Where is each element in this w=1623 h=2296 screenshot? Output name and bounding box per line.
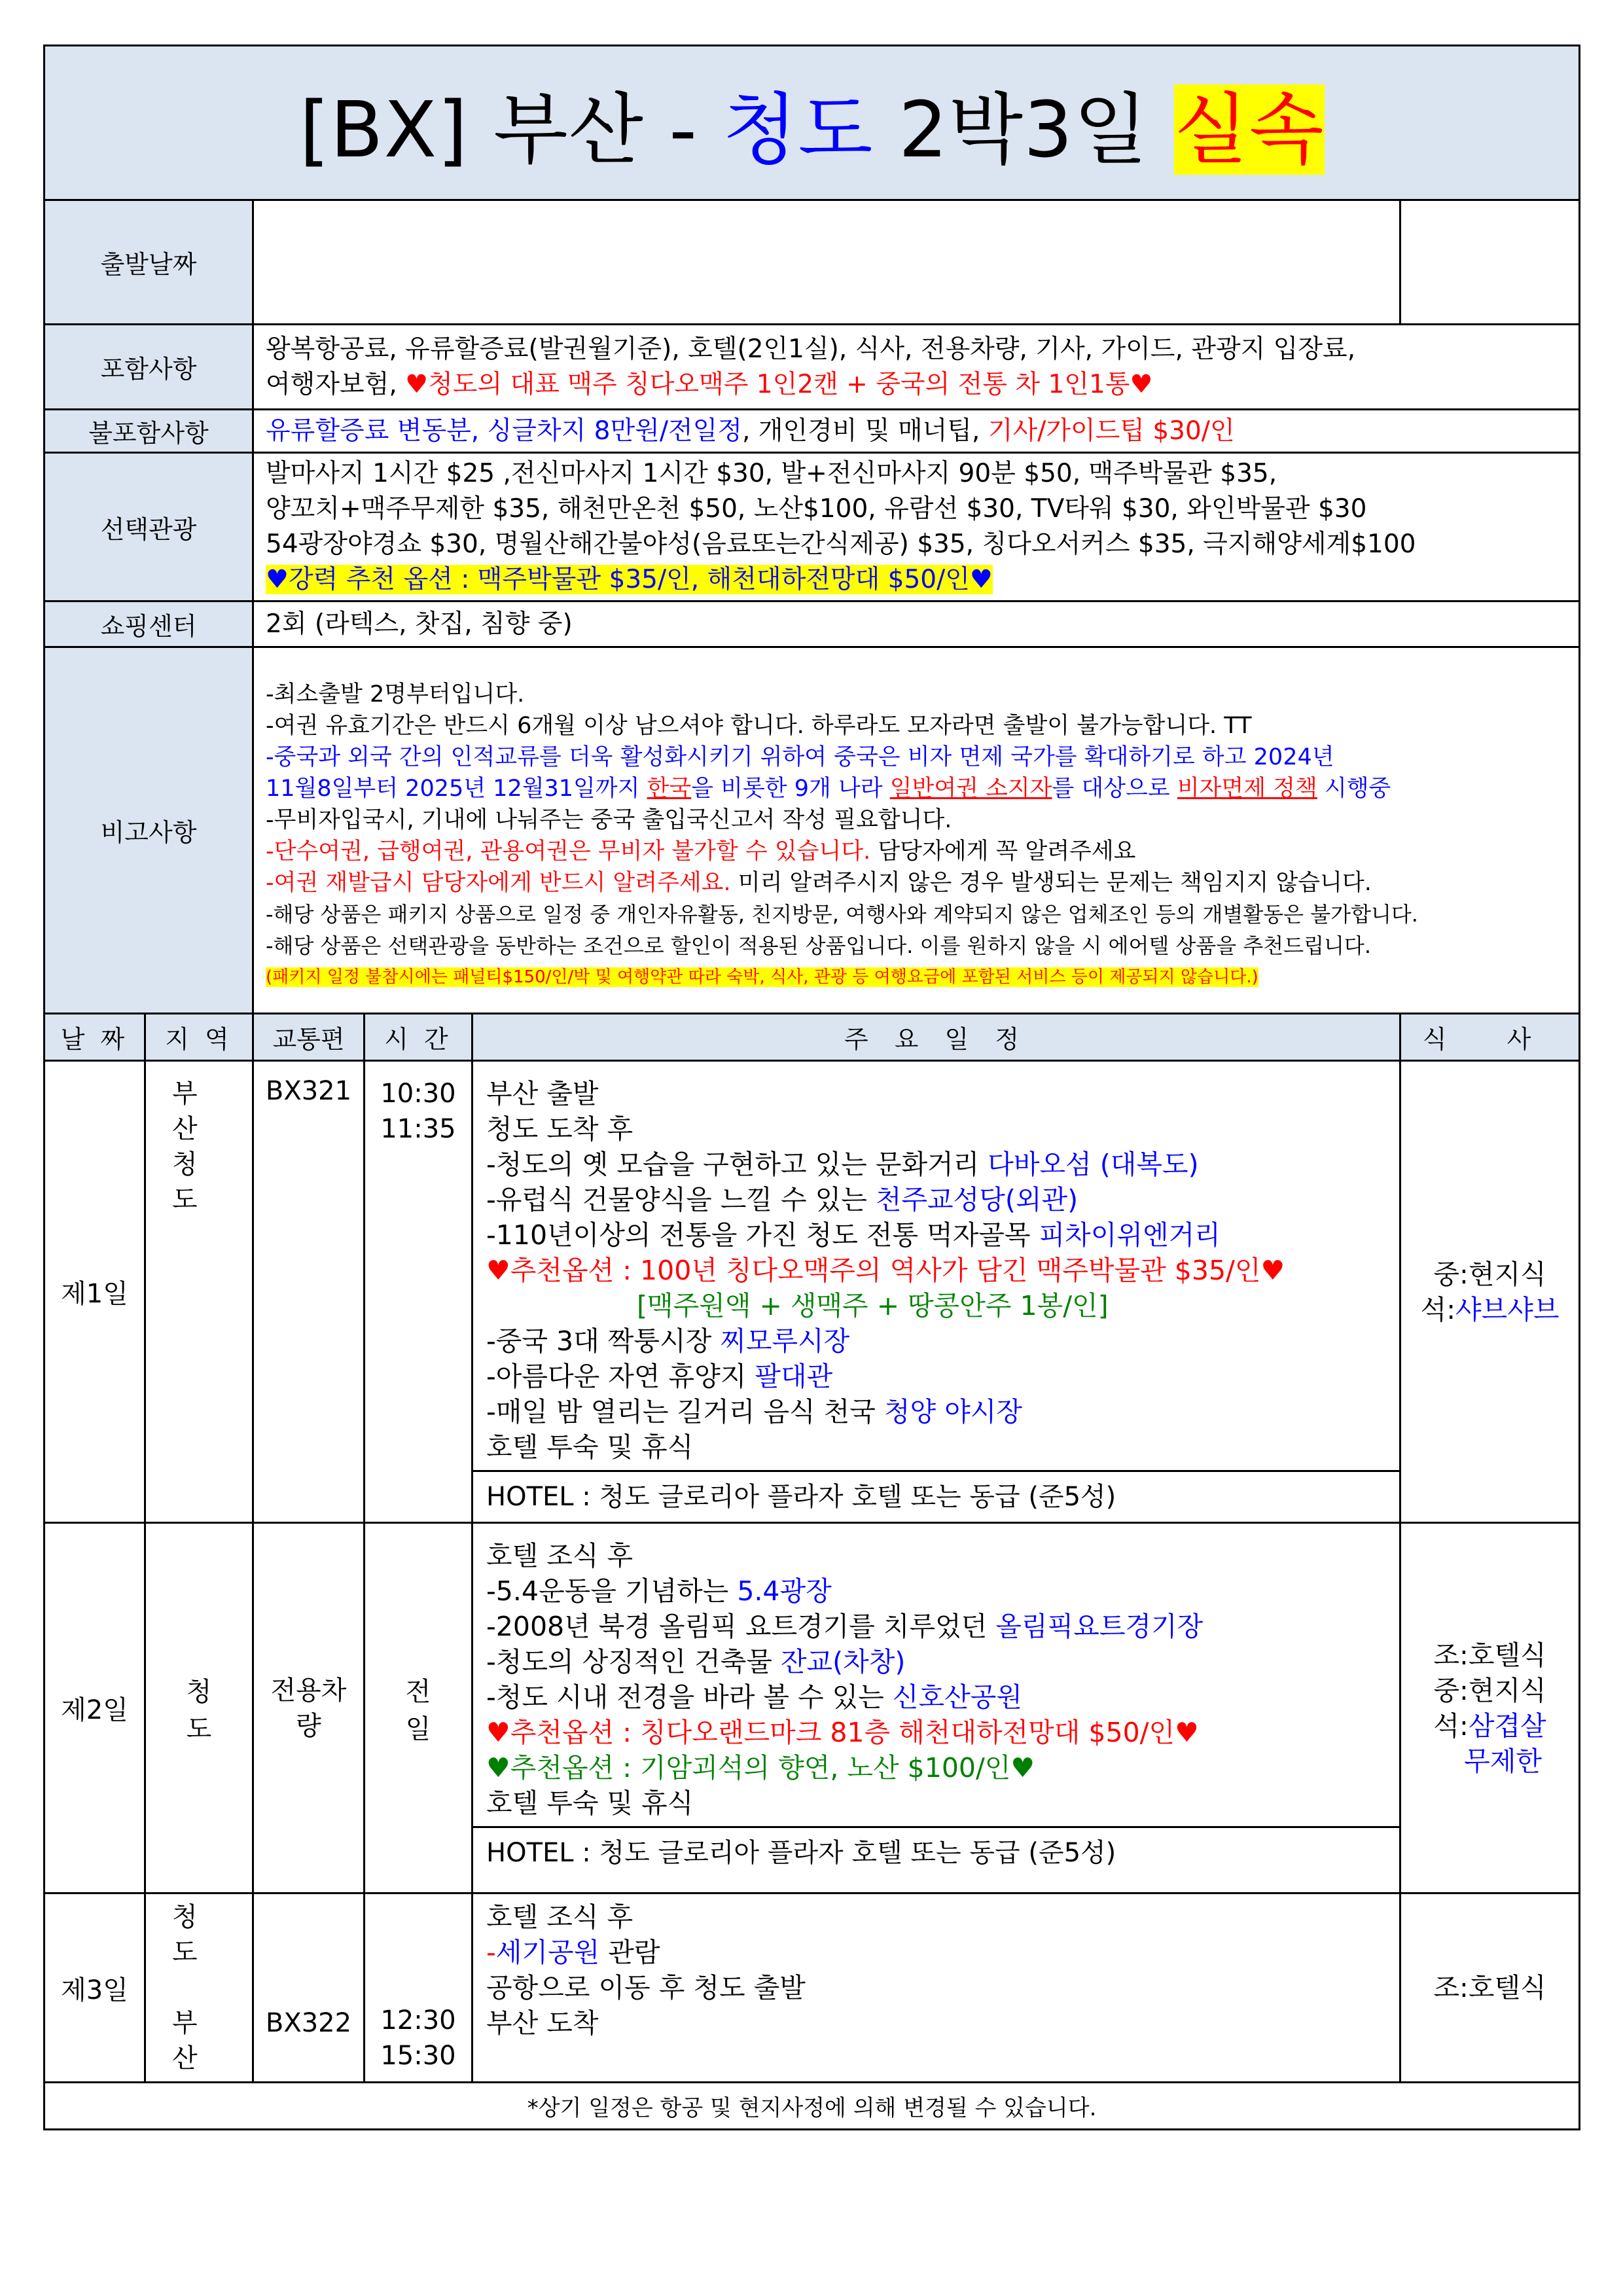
day2-may4-square: 5.4광장 bbox=[737, 1575, 832, 1607]
day1-option-detail: [맥주원액 + 생맥주 + 땅콩안주 1봉/인] bbox=[637, 1290, 1109, 1321]
day2-line-5 bbox=[486, 1679, 1386, 1715]
day2-line-1: 호텔 조식 후 bbox=[486, 1540, 633, 1571]
day2-line-2 bbox=[486, 1573, 1386, 1609]
remarks-value bbox=[253, 647, 1580, 1014]
day1-region-to: 청 도 bbox=[172, 1149, 224, 1215]
shopping-label: 쇼핑센터 bbox=[45, 601, 253, 647]
day3-region-from: 청 도 bbox=[172, 1902, 224, 1967]
day2-region: 청 도 bbox=[145, 1523, 253, 1893]
schedule-header-row bbox=[45, 1014, 1580, 1061]
day2-row bbox=[45, 1523, 1580, 1893]
included-line-2 bbox=[266, 367, 1567, 403]
remark-visa-passport: 일반여권 소지자 bbox=[889, 775, 1052, 802]
excluded-row bbox=[45, 410, 1580, 453]
day2-label: 제2일 bbox=[45, 1523, 145, 1893]
footer-note: *상기 일정은 항공 및 현지사정에 의해 변경될 수 있습니다. bbox=[45, 2083, 1580, 2130]
remark-penalty-text: (패키지 일정 불참시에는 패널티$150/인/박 및 여행약관 따라 숙박, 식사, 관광 등 여행요금에 포함된 서비스 등이 제공되지 않습니다.) bbox=[266, 967, 1258, 987]
excluded-surcharge: 유류할증료 변동분, 싱글차지 8만원/전일정 bbox=[266, 416, 742, 446]
optional-recommend-text: ♥강력 추천 옵션 : 맥주박물관 $35/인, 해천대하전망대 $50/인♥ bbox=[266, 565, 993, 594]
optional-recommend bbox=[266, 562, 1567, 598]
day3-line-3: 공항으로 이동 후 청도 출발 bbox=[486, 1972, 806, 2003]
day3-label: 제3일 bbox=[45, 1893, 145, 2083]
day1-line-11: 호텔 투숙 및 휴식 bbox=[486, 1431, 694, 1463]
title-row bbox=[45, 46, 1580, 200]
day1-line-3-text: -청도의 옛 모습을 구현하고 있는 문화거리 bbox=[486, 1149, 988, 1180]
day2-option-laoshan: ♥추천옵션 : 기암괴석의 향연, 노산 $100/인♥ bbox=[486, 1752, 1035, 1784]
optional-line-1: 발마사지 1시간 $25 ,전신마사지 1시간 $30, 발+전신마사지 90분 $50, 맥주박물관 $35, bbox=[266, 459, 1277, 488]
day1-meal-dinner-prefix: 석: bbox=[1420, 1293, 1456, 1325]
day2-signal-hill: 신호산공원 bbox=[892, 1681, 1022, 1713]
remark-package: -해당 상품은 패키지 상품으로 일정 중 개인자유활동, 친지방문, 여행사와 계약되지 않은 업체조인 등의 개별활동은 불가합니다. bbox=[266, 901, 1418, 927]
remark-visa-korea: 한국 bbox=[647, 775, 692, 802]
optional-line-2: 양꼬치+맥주무제한 $35, 해천만온천 $50, 노산$100, 유람선 $30, TV타워 $30, 와인박물관 $30 bbox=[266, 494, 1367, 524]
day1-line-4-text: -유럽식 건물양식을 느낄 수 있는 bbox=[486, 1184, 876, 1215]
day1-badaguan: 팔대관 bbox=[755, 1361, 833, 1392]
day2-schedule bbox=[473, 1523, 1400, 1893]
day2-line-4 bbox=[486, 1644, 1386, 1679]
day1-region bbox=[145, 1061, 253, 1523]
day2-yacht-center: 올림픽요트경기장 bbox=[995, 1611, 1204, 1642]
departure-extra bbox=[1400, 200, 1580, 325]
day2-line-8: 호텔 투숙 및 휴식 bbox=[486, 1787, 694, 1819]
excluded-value bbox=[253, 410, 1580, 453]
day2-meals bbox=[1400, 1523, 1580, 1893]
day2-line-4-text: -청도의 상징적인 건축물 bbox=[486, 1646, 781, 1677]
day2-line-3 bbox=[486, 1609, 1386, 1644]
itinerary-sheet bbox=[43, 45, 1580, 2130]
included-row bbox=[45, 325, 1580, 410]
day1-line-1: 부산 출발 bbox=[486, 1078, 599, 1109]
day1-line-8-text: -중국 3대 짝퉁시장 bbox=[486, 1325, 721, 1357]
day3-row bbox=[45, 1893, 1580, 2083]
day3-region-to: 부 산 bbox=[172, 2008, 224, 2073]
remarks-label: 비고사항 bbox=[45, 647, 253, 1014]
departure-value bbox=[253, 200, 1400, 325]
departure-label: 출발날짜 bbox=[45, 200, 253, 325]
remark-visa-countries: 을 비롯한 9개 나라 bbox=[691, 775, 890, 802]
day1-line-5-text: -110년이상의 전통을 가진 청도 전통 먹자골목 bbox=[486, 1219, 1039, 1251]
header-time: 시 간 bbox=[365, 1014, 473, 1061]
day1-time-depart: 10:30 bbox=[380, 1079, 456, 1109]
title-prefix: [BX] 부산 - bbox=[299, 84, 723, 175]
remark-visa-target: 를 대상으로 bbox=[1052, 775, 1177, 802]
day1-meal-lunch: 중:현지식 bbox=[1433, 1258, 1546, 1290]
remark-reissue bbox=[266, 867, 1567, 899]
day3-line-2-text: 관람 bbox=[599, 1937, 660, 1968]
title-badge: 실속 bbox=[1173, 84, 1325, 175]
remark-passport-validity: -여권 유효기간은 반드시 6개월 이상 남으셔야 합니다. 하루라도 모자라면 출발이 불가능합니다. TT bbox=[266, 712, 1252, 739]
optional-value bbox=[253, 453, 1580, 601]
day1-option-beer-museum: ♥추천옵션 : 100년 칭다오맥주의 역사가 담긴 맥주박물관 $35/인♥ bbox=[486, 1255, 1285, 1286]
day3-flight: BX322 bbox=[253, 1893, 365, 2083]
day2-option-tower: ♥추천옵션 : 칭다오랜드마크 81층 해천대하전망대 $50/인♥ bbox=[486, 1717, 1199, 1748]
day3-meal: 조:호텔식 bbox=[1400, 1893, 1580, 2083]
day2-meal-lunch: 중:현지식 bbox=[1433, 1674, 1546, 1706]
title-duration: 2박3일 bbox=[873, 84, 1174, 175]
excluded-tip: 기사/가이드팁 $30/인 bbox=[988, 416, 1235, 446]
day2-zhanqiao: 잔교(차창) bbox=[780, 1646, 906, 1677]
remark-reissue-red: -여권 재발급시 담당자에게 반드시 알려주세요. bbox=[266, 869, 731, 896]
included-value bbox=[253, 325, 1580, 410]
excluded-personal: , 개인경비 및 매너팁, bbox=[742, 416, 988, 446]
day2-line-5-text: -청도 시내 전경을 바라 볼 수 있는 bbox=[486, 1681, 893, 1713]
day1-line-4 bbox=[486, 1182, 1386, 1217]
day1-label: 제1일 bbox=[45, 1061, 145, 1523]
remark-visa-period: 11월8일부터 2025년 12월31일까지 bbox=[266, 775, 647, 802]
day1-line-3 bbox=[486, 1147, 1386, 1182]
title-city: 청도 bbox=[722, 84, 874, 175]
day3-dash: - bbox=[486, 1937, 496, 1968]
day2-meal-breakfast: 조:호텔식 bbox=[1433, 1639, 1546, 1671]
optional-label: 선택관광 bbox=[45, 453, 253, 601]
day1-cathedral: 천주교성당(외관) bbox=[875, 1184, 1079, 1215]
remark-passport-type-note: 담당자에게 꼭 알려주세요 bbox=[870, 838, 1136, 865]
remark-passport-type bbox=[266, 836, 1567, 867]
departure-row bbox=[45, 200, 1580, 325]
day3-time bbox=[365, 1893, 473, 2083]
day1-meal-dinner bbox=[1401, 1292, 1578, 1327]
day1-food-street: 피차이위엔거리 bbox=[1039, 1219, 1221, 1251]
included-line-1: 왕복항공료, 유류할증료(발권월기준), 호텔(2인1실), 식사, 전용차량, 기사, 가이드, 관광지 입장료, bbox=[266, 334, 1356, 364]
remark-passport-type-red: -단수여권, 급행여권, 관용여권은 무비자 불가할 수 있습니다. bbox=[266, 838, 871, 865]
day3-time-arrive: 15:30 bbox=[380, 2041, 456, 2071]
day1-jimolu-market: 찌모루시장 bbox=[720, 1325, 850, 1357]
header-region: 지 역 bbox=[145, 1014, 253, 1061]
day2-transport: 전용차량 bbox=[253, 1523, 365, 1893]
day2-hotel: HOTEL : 청도 글로리아 플라자 호텔 또는 동급 (준5성) bbox=[473, 1826, 1399, 1871]
day1-line-9-text: -아름다운 자연 휴양지 bbox=[486, 1361, 755, 1392]
day1-line-5 bbox=[486, 1217, 1386, 1253]
day2-meal-unlimited: 무제한 bbox=[1464, 1745, 1542, 1777]
remark-visa-1: -중국과 외국 간의 인적교류를 더욱 활성화시키기 위하여 중국은 비자 면제 국가를 확대하기로 하고 2024년 bbox=[266, 744, 1334, 770]
day3-line-4: 부산 도착 bbox=[486, 2007, 599, 2039]
day3-century-park: 세기공원 bbox=[495, 1937, 600, 1968]
remark-visa-ongoing: 시행중 bbox=[1317, 775, 1391, 802]
shopping-value: 2회 (라텍스, 찻집, 침향 중) bbox=[253, 601, 1580, 647]
day3-time-depart: 12:30 bbox=[380, 2005, 456, 2036]
remark-visa-policy: 비자면제 정책 bbox=[1177, 775, 1317, 802]
included-insurance: 여행자보험, bbox=[266, 369, 406, 399]
remark-arrival-card: -무비자입국시, 기내에 나눠주는 중국 출입국신고서 작성 필요합니다. bbox=[266, 806, 952, 833]
day1-flight: BX321 bbox=[253, 1061, 365, 1523]
day1-row bbox=[45, 1061, 1580, 1523]
day2-meal-dinner-prefix: 석: bbox=[1433, 1710, 1469, 1742]
day1-time bbox=[365, 1061, 473, 1523]
footer-row bbox=[45, 2083, 1580, 2130]
included-beer-gift: ♥청도의 대표 맥주 칭다오맥주 1인2캔 + 중국의 전통 차 1인1통♥ bbox=[405, 369, 1153, 399]
excluded-label: 불포함사항 bbox=[45, 410, 253, 453]
day1-line-10-text: -매일 밤 열리는 길거리 음식 천국 bbox=[486, 1396, 884, 1427]
remark-visa-2 bbox=[266, 773, 1567, 804]
day2-line-3-text: -2008년 북경 올림픽 요트경기를 치루었던 bbox=[486, 1611, 996, 1642]
day1-dabao-island: 다바오섬 (대복도) bbox=[988, 1149, 1199, 1180]
optional-row bbox=[45, 453, 1580, 601]
remark-min-people: -최소출발 2명부터입니다. bbox=[266, 681, 525, 708]
included-label: 포함사항 bbox=[45, 325, 253, 410]
day1-schedule bbox=[473, 1061, 1400, 1523]
page-title bbox=[45, 46, 1580, 200]
day2-meal-samgyeopsal: 삼겹살 bbox=[1468, 1710, 1546, 1742]
remark-discount: -해당 상품은 선택관광을 동반하는 조건으로 할인이 적용된 상품입니다. 이를 원하지 않을 시 에어텔 상품을 추천드립니다. bbox=[266, 933, 1371, 958]
day3-schedule bbox=[473, 1893, 1400, 2083]
day1-line-2: 청도 도착 후 bbox=[486, 1113, 633, 1145]
day1-line-10 bbox=[486, 1394, 1386, 1429]
day1-meal-shabu: 샤브샤브 bbox=[1455, 1293, 1560, 1325]
day1-hotel: HOTEL : 청도 글로리아 플라자 호텔 또는 동급 (준5성) bbox=[473, 1470, 1399, 1515]
day1-region-from: 부 산 bbox=[172, 1079, 224, 1144]
day3-region bbox=[145, 1893, 253, 2083]
day2-time: 전 일 bbox=[365, 1523, 473, 1893]
day1-night-market: 청양 야시장 bbox=[883, 1396, 1022, 1427]
day1-time-arrive: 11:35 bbox=[380, 1114, 456, 1144]
header-meals: 식 사 bbox=[1400, 1014, 1580, 1061]
day1-meals bbox=[1400, 1061, 1580, 1523]
header-date: 날 짜 bbox=[45, 1014, 145, 1061]
header-transport: 교통편 bbox=[253, 1014, 365, 1061]
day2-meal-dinner bbox=[1401, 1708, 1578, 1744]
day1-line-8 bbox=[486, 1323, 1386, 1359]
header-itinerary: 주 요 일 정 bbox=[473, 1014, 1400, 1061]
day2-line-2-text: -5.4운동을 기념하는 bbox=[486, 1575, 738, 1607]
remark-reissue-note: 미리 알려주시지 않은 경우 발생되는 문제는 책임지지 않습니다. bbox=[730, 869, 1372, 896]
remark-penalty bbox=[266, 961, 1567, 993]
day1-line-9 bbox=[486, 1359, 1386, 1394]
remarks-row bbox=[45, 647, 1580, 1014]
shopping-row bbox=[45, 601, 1580, 647]
day3-line-1: 호텔 조식 후 bbox=[486, 1901, 633, 1933]
optional-line-3: 54광장야경쇼 $30, 명월산해간불야성(음료또는간식제공) $35, 칭다오서커스 $35, 극지해양세계$100 bbox=[266, 529, 1416, 559]
day3-line-2 bbox=[486, 1935, 1386, 1970]
